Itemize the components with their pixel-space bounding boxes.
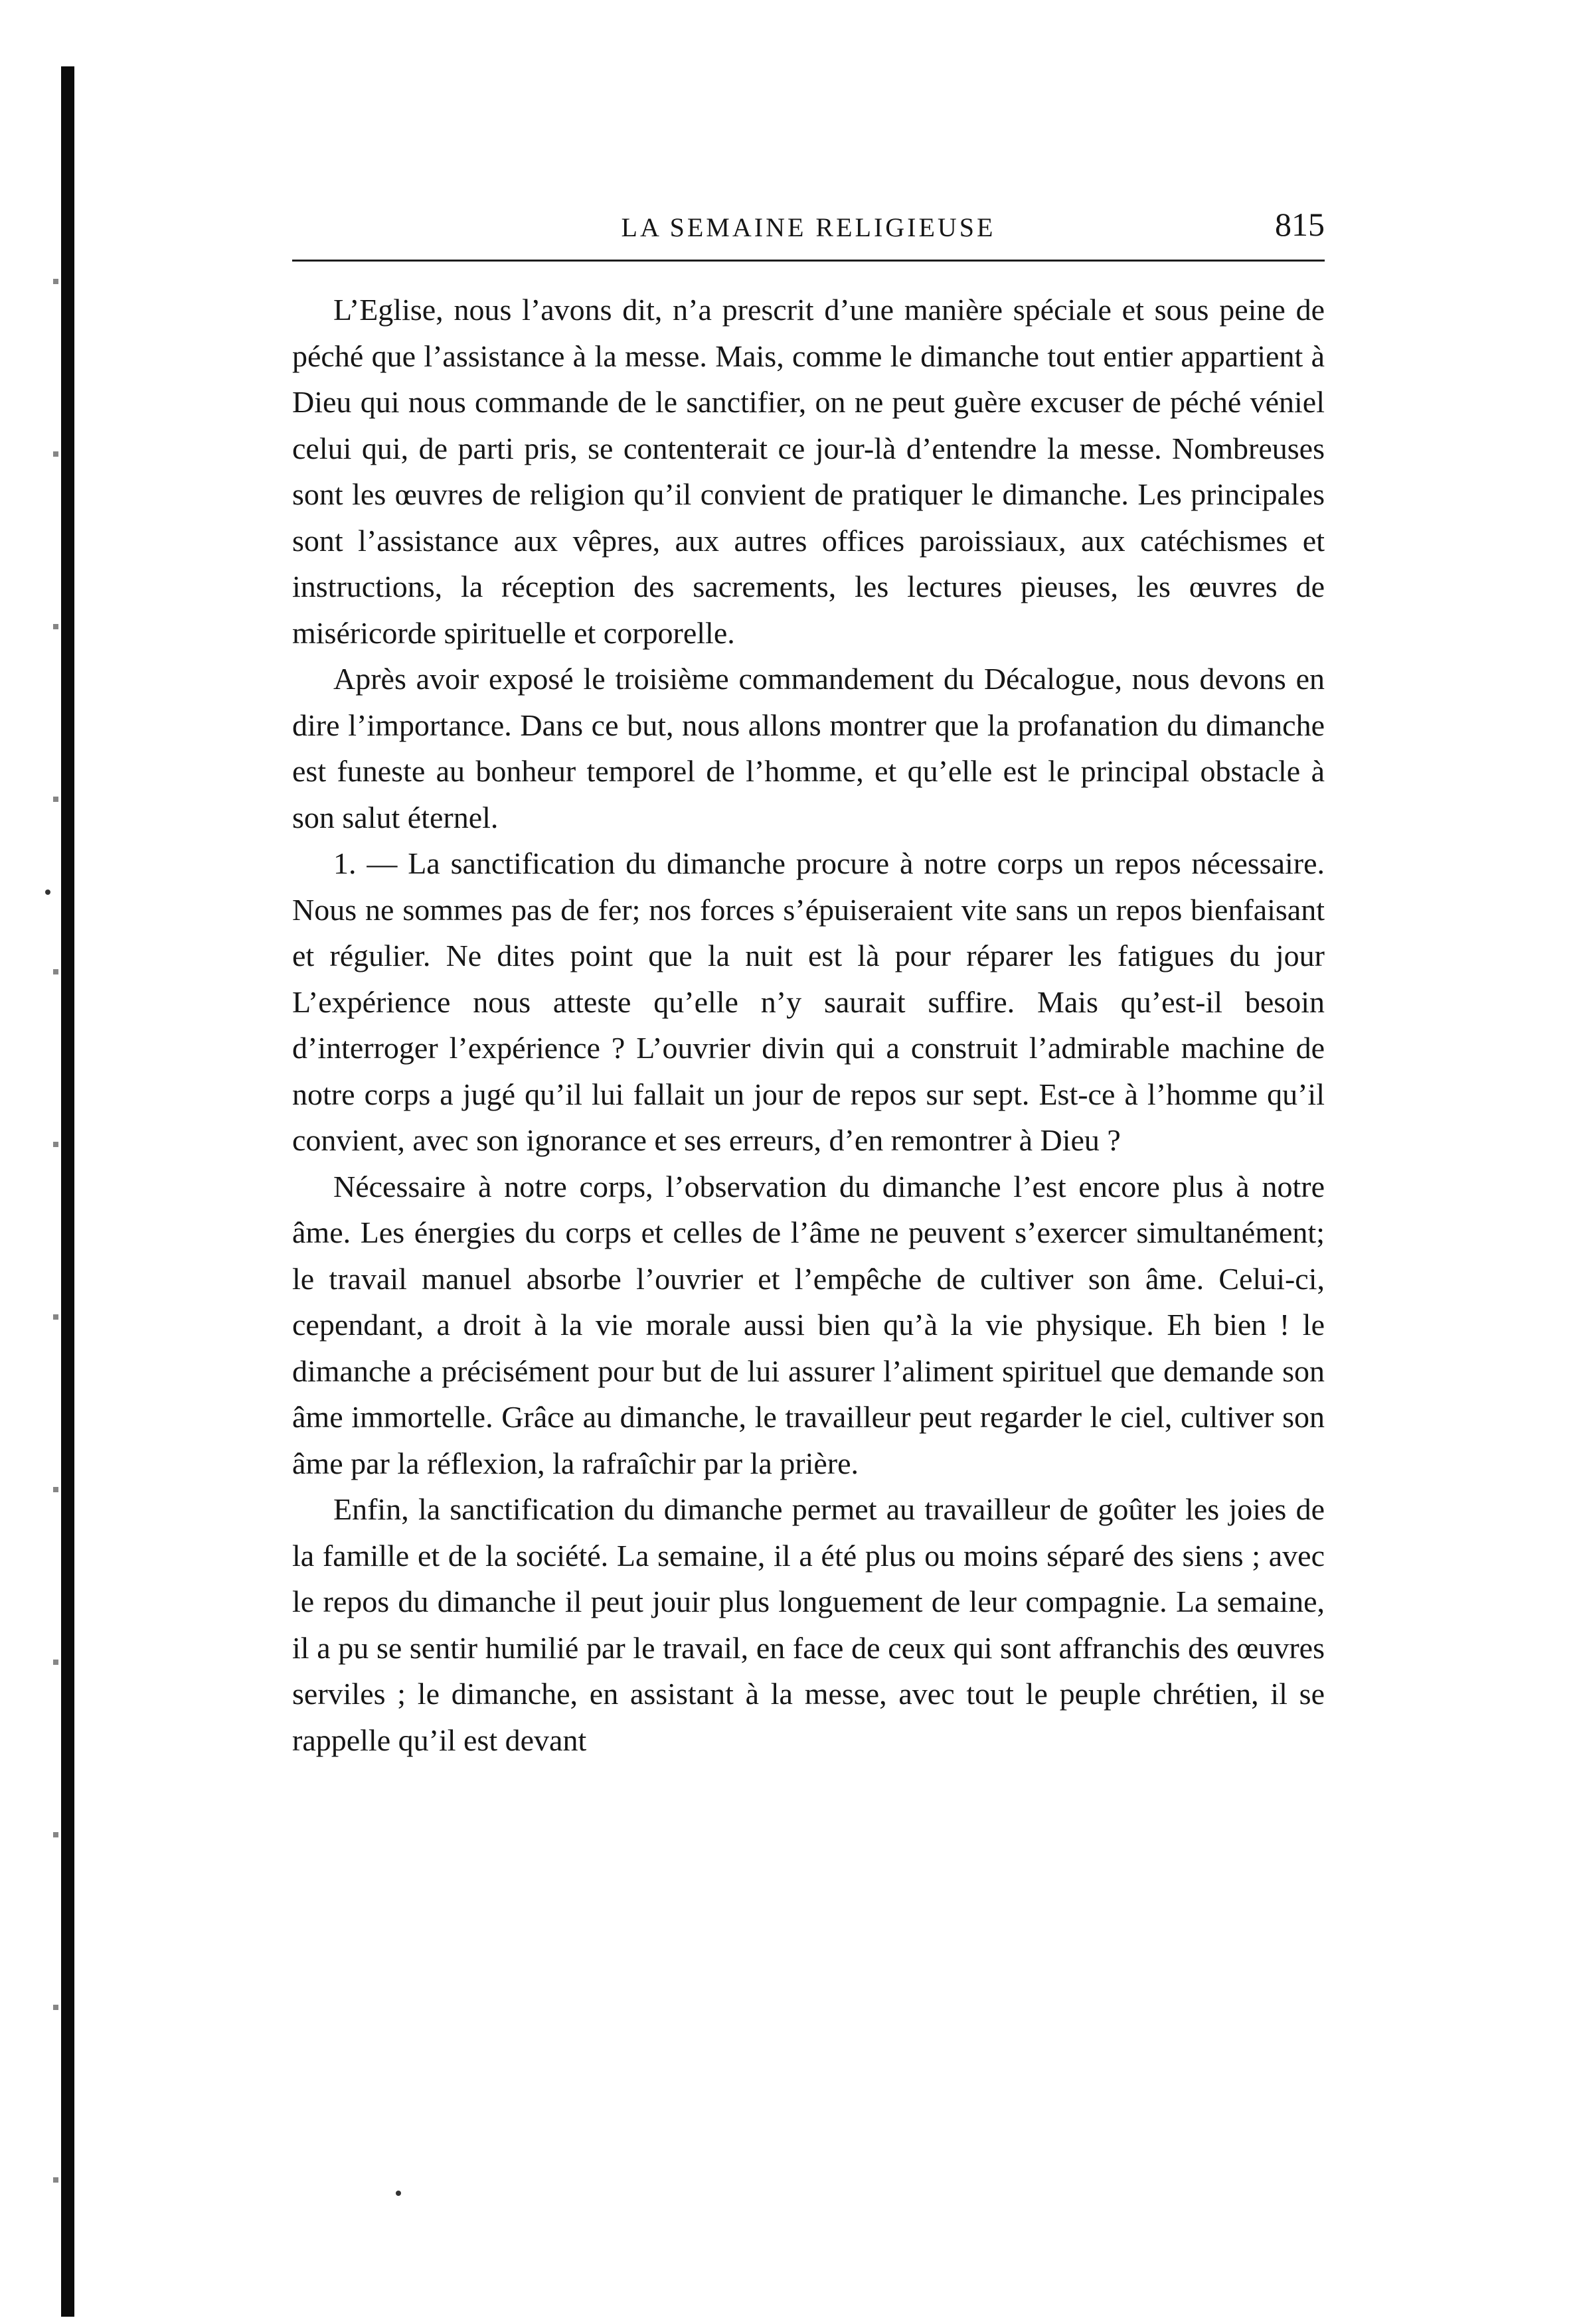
page-number: 815 bbox=[1275, 206, 1325, 243]
paragraph: 1. — La sanctification du dimanche procure à notre corps un repos nécessaire. Nous ne sommes pas de fer; nos forces s’épuiseraient vite sans un repos bienfaisant et régulier. Ne dites point que la nuit est là pour réparer les fatigues du jour L’expérience nous atteste qu’elle n’y saurait suffire. Mais qu’est-il besoin d’interroger l’expérience ? L’ouvrier divin qui a construit l’admirable machine de notre corps a jugé qu’il lui fallait un jour de repos sur sept. Est-ce à l’homme qu’il convient, avec son ignorance et ses erreurs, d’en remontrer à Dieu ? bbox=[292, 846, 1325, 1157]
binding-ticks bbox=[53, 199, 58, 2191]
binding-edge bbox=[61, 66, 74, 2317]
running-head bbox=[292, 202, 1325, 256]
header-rule bbox=[292, 260, 1325, 262]
paragraph: Enfin, la sanctification du dimanche permet au travailleur de goûter les joies de la famille et de la société. La semaine, il a été plus ou moins séparé des siens ; avec le repos du dimanche il peut jouir plus longuement de leur compagnie. La semaine, il a pu se sentir humilié par le travail, en face de ceux qui sont affranchis des œuvres serviles ; le dimanche, en assistant à la messe, avec tout le peuple chrétien, il se rappelle qu’il est devant bbox=[292, 1492, 1325, 1757]
body-text bbox=[292, 287, 1325, 1763]
running-head-title: LA SEMAINE RELIGIEUSE bbox=[621, 212, 996, 242]
paragraph: Après avoir exposé le troisième commandement du Décalogue, nous devons en dire l’importance. Dans ce but, nous allons montrer que la profanation du dimanche est funeste au bonheur temporel de l’homme, et qu’elle est le principal obstacle à son salut éternel. bbox=[292, 662, 1325, 834]
paragraph: L’Eglise, nous l’avons dit, n’a prescrit d’une manière spéciale et sous peine de péché que l’assistance à la messe. Mais, comme le dimanche tout entier appartient à Dieu qui nous commande de le sanctifier, on ne peut guère excuser de péché véniel celui qui, de parti pris, se contenterait ce jour-là d’entendre la messe. Nombreuses sont les œuvres de religion qu’il convient de pratiquer le dimanche. Les principales sont l’assistance aux vêpres, aux autres offices paroissiaux, aux catéchismes et instructions, la réception des sacrements, les lectures pieuses, les œuvres de miséricorde spirituelle et corporelle. bbox=[292, 293, 1325, 650]
book-page bbox=[292, 202, 1325, 1763]
stray-mark bbox=[45, 890, 50, 895]
stray-mark bbox=[396, 2191, 401, 2196]
paragraph: Nécessaire à notre corps, l’observation du dimanche l’est encore plus à notre âme. Les énergies du corps et celles de l’âme ne peuvent s’exercer simultanément; le travail manuel absorbe l’ouvrier et l’empêche de cultiver son âme. Celui-ci, cependant, a droit à la vie morale aussi bien qu’à la vie physique. Eh bien ! le dimanche a précisément pour but de lui assurer l’aliment spirituel que demande son âme immortelle. Grâce au dimanche, le travailleur peut regarder le ciel, cultiver son âme par la réflexion, la rafraîchir par la prière. bbox=[292, 1169, 1325, 1480]
